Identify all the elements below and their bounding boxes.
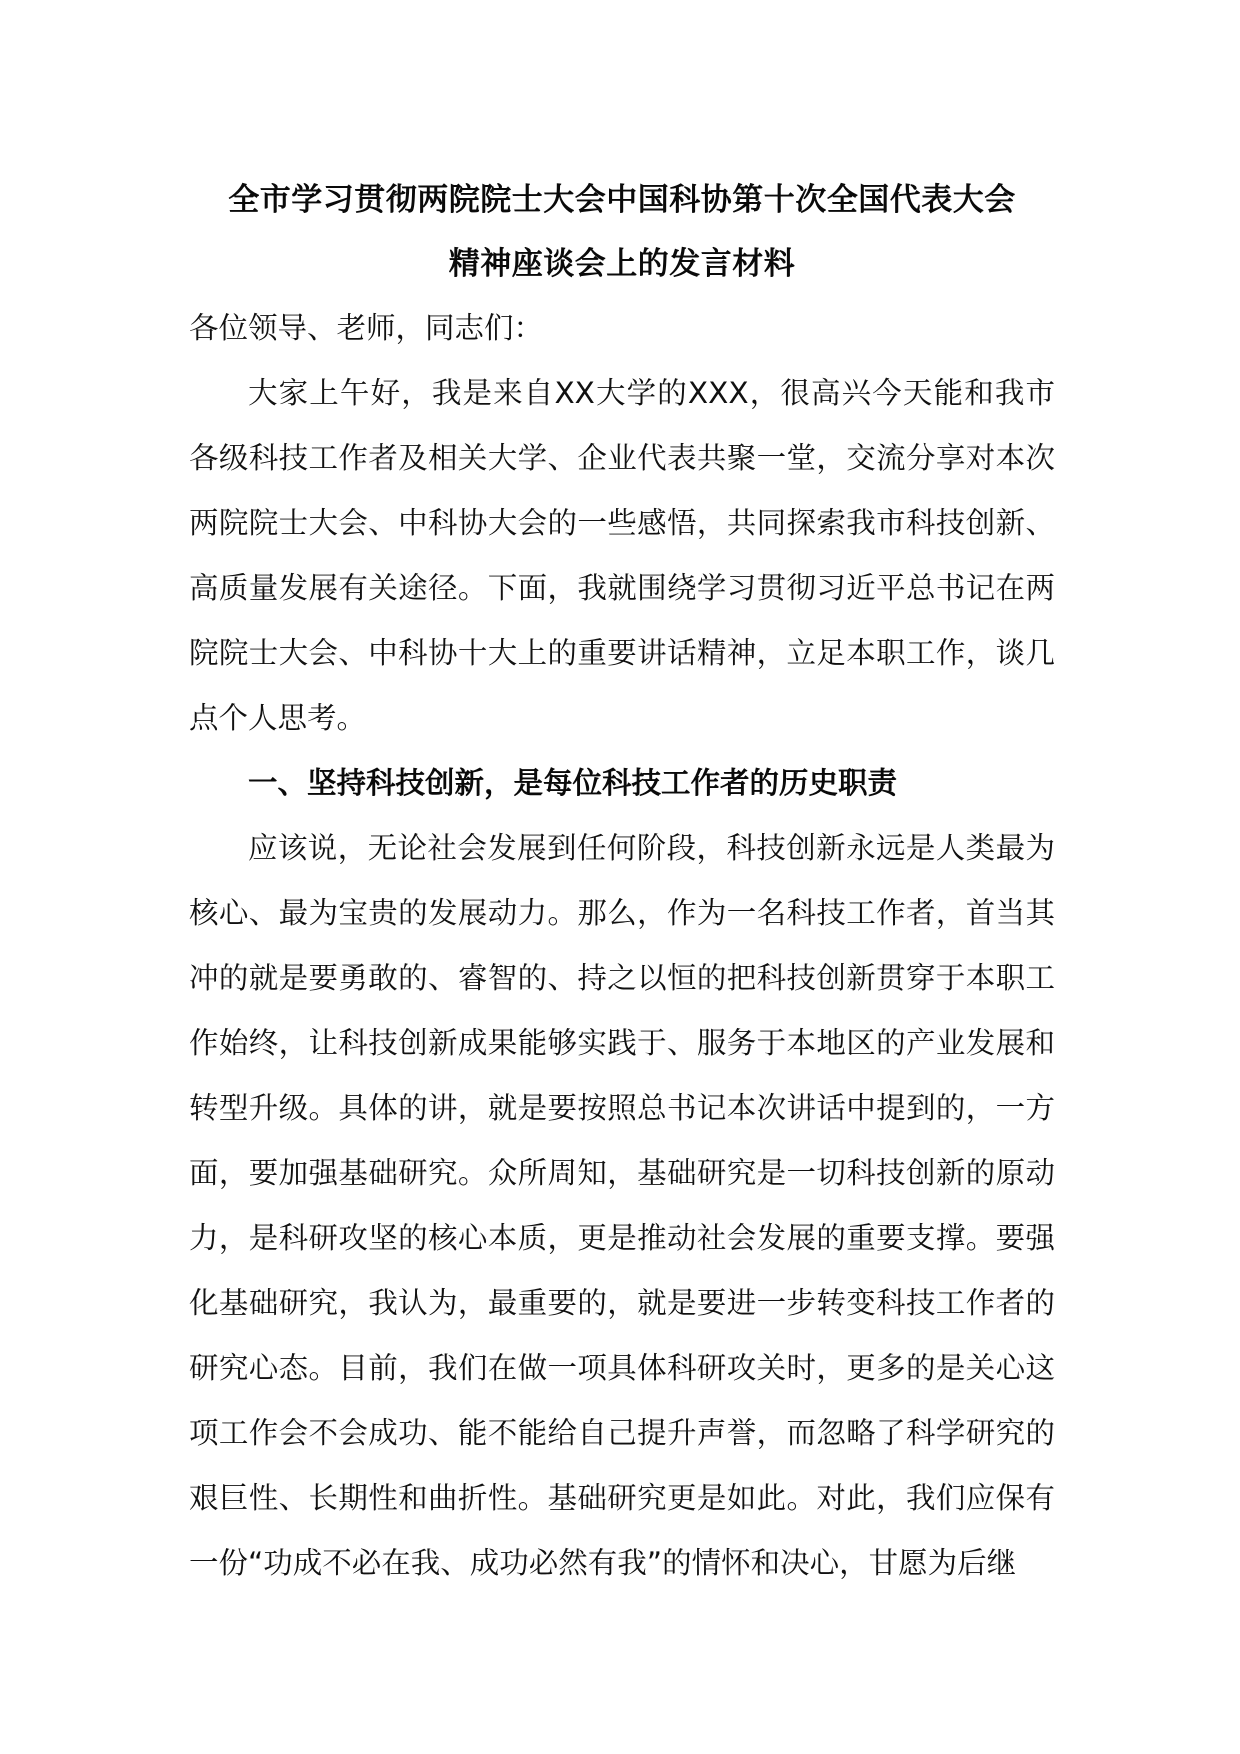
title-line-1: 全市学习贯彻两院院士大会中国科协第十次全国代表大会 — [228, 182, 1016, 218]
section-paragraph: 应该说，无论社会发展到任何阶段，科技创新永远是人类最为核心、最为宝贵的发展动力。那么，作为一名科技工作者，首当其冲的就是要勇敢的、睿智的、持之以恒的把科技创新贯穿于本职工作始终，让科技创新成果能够实践于、服务于本地区的产业发展和转型升级。具体的讲，就是要按照总书记本次讲话中提到的，一方面，要加强基础研究。众所周知，基础研究是一切科技创新的原动力，是科研攻坚的核心本质，更是推动社会发展的重要支撑。要强化基础研究，我认为，最重要的，就是要进一步转变科技工作者的研究心态。目前，我们在做一项具体科研攻关时，更多的是关心这项工作会不会成功、能不能给自己提升声誉，而忽略了科学研究的艰巨性、长期性和曲折性。基础研究更是如此。对此，我们应保有一份“功成不必在我、成功必然有我”的情怀和决心，甘愿为后继 — [189, 831, 1055, 1580]
intro-paragraph: 大家上午好，我是来自XX大学的XXX，很高兴今天能和我市各级科技工作者及相关大学、企业代表共聚一堂，交流分享对本次两院院士大会、中科协大会的一些感悟，共同探索我市科技创新、高质量发展有关途径。下面，我就围绕学习贯彻习近平总书记在两院院士大会、中科协十大上的重要讲话精神，立足本职工作，谈几点个人思考。 — [189, 376, 1055, 735]
document-title — [189, 168, 1055, 296]
section-heading: 一、坚持科技创新，是每位科技工作者的历史职责 — [248, 766, 898, 800]
title-line-2: 精神座谈会上的发言材料 — [448, 246, 796, 282]
document-body — [189, 168, 1055, 1596]
salutation: 各位领导、老师，同志们： — [189, 311, 544, 345]
